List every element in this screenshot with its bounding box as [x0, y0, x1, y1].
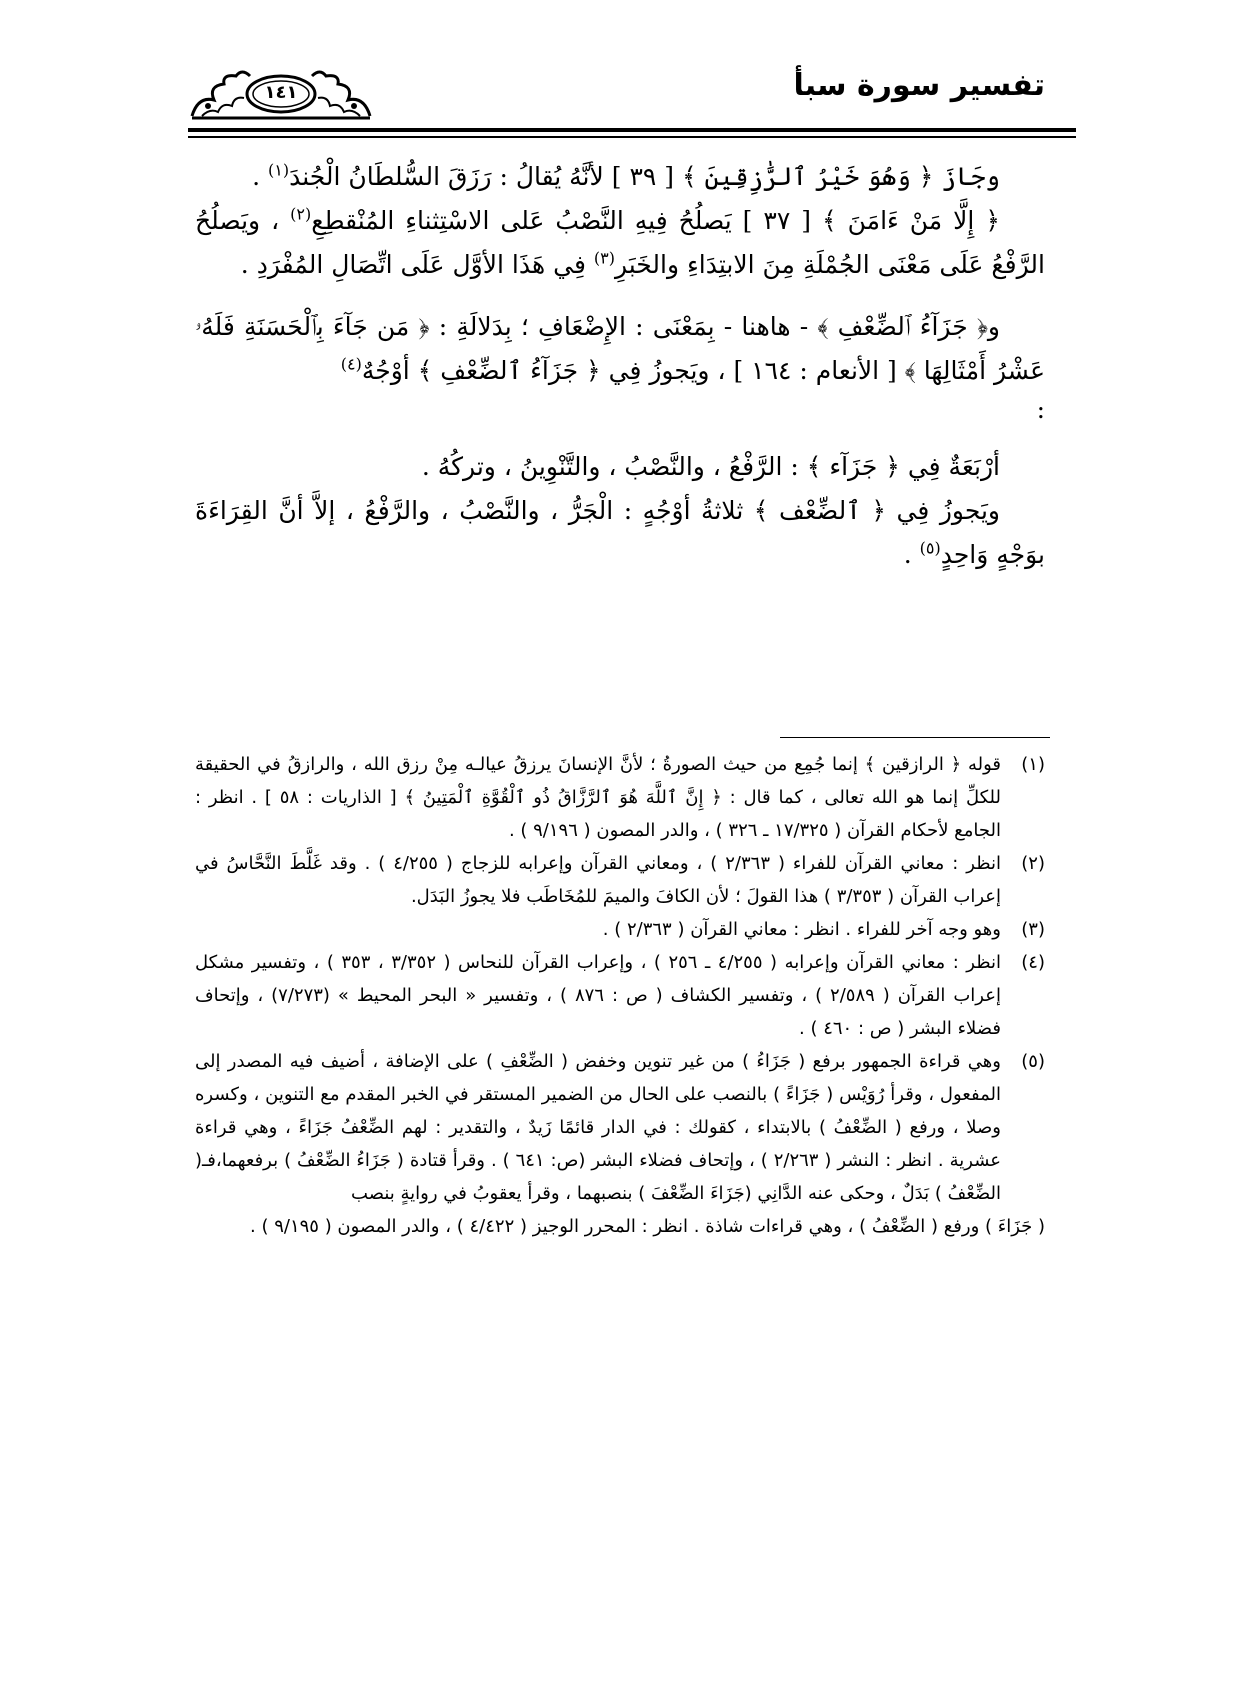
footnote-2 [195, 847, 1045, 913]
footnote-separator [780, 737, 1050, 738]
footnote-number: (٢) [1021, 853, 1045, 874]
header-divider-thin [188, 136, 1076, 138]
footnote-number: (٣) [1021, 919, 1045, 940]
paragraph-1-text: وجَازَ ﴿ وَهُوَ خَيْرُ ٱلرَّٰزِقِينَ ﴾ [ ٣٩ ] لأنَّهُ يُقالُ : رَزَقَ السُّلطَانُ الْجُندَ [289, 162, 1000, 191]
footnote-text: قوله ﴿ الرازقين ﴾ إنما جُمِع من حيث الصورةُ ؛ لأنَّ الإنسانَ يرزقُ عيالـه مِنْ رزق الله ، والرازقُ في الحقيقة للكلِّ إنما هو الله تعالى ، كما قال : ﴿ إِنَّ ٱللَّهَ هُوَ ٱلرَّزَّاقُ ذُو ٱلْقُوَّةِ ٱلْمَتِينُ ﴾ [ الذاريات : ٥٨ ] . انظر : الجامع لأحكام القرآن ( ١٧/٣٢٥ ـ ٣٢٦ ) ، والدر المصون ( ٩/١٩٦ ) . [195, 754, 1001, 841]
paragraph-2 [195, 199, 1045, 287]
paragraph-5-text: ويَجوزُ فِي ﴿ ٱلضِّعْف ﴾ ثلاثةُ أوْجُهٍ : الْجَرُّ ، والنَّصْبُ ، والرَّفْعُ ، إلاَّ أنَّ القِرَاءَةَ بوَجْهٍ وَاحِدٍ [195, 496, 1045, 569]
footnote-text: وهو وجه آخر للفراء . انظر : معاني القرآن ( ٢/٣٦٣ ) . [602, 919, 1001, 940]
footnote-text: وهي قراءة الجمهور برفع ( جَزَاءُ ) من غير تنوين وخفض ( الضِّعْفِ ) على الإضافة ، أضيف فيه المصدر إلى المفعول ، وقرأ رُوَيْس ( جَزَاءً ) بالنصب على الحال من الضمير المستقر في الخبر المقدم مع التنوين ، وكسره وصلا ، ورفع ( الضِّعْفُ ) بالابتداء ، كقولك : في الدار قائمًا زَيدٌ ، والتقدير : لهم الضِّعْفُ جَزَاءً ، وهي قراءة عشرية . انظر : النشر ( ٢/٢٦٣ ) ، وإتحاف فضلاء البشر (ص: ٦٤١ ) . وقرأ قتادة ( جَزَاءُ الضِّعْفُ ) برفعهما،فـ( الضِّعْفُ ) بَدَلٌ ، وحكى عنه الدَّانِي (جَزَاءَ الضِّعْفَ ) بنصبهما ، وقرأ يعقوبُ في روايةٍ بنصب [195, 1051, 1001, 1204]
footnote-4 [195, 946, 1045, 1045]
paragraph-3 [195, 305, 1045, 393]
footnote-5-continuation: ( جَزَاءَ ) ورفع ( الضِّعْفُ ) ، وهي قراءات شاذة . انظر : المحرر الوجيز ( ٤/٤٢٢ ) ، والدر المصون ( ٩/١٩٥ ) . [250, 1216, 1045, 1237]
footnote-ref-5: (٥) [919, 538, 941, 558]
paragraph-4: أرْبَعَةٌ فِي ﴿ جَزَآء ﴾ : الرَّفْعُ ، والنَّصْبُ ، والتَّنْوِينُ ، وتركُهُ . [421, 452, 1000, 481]
footnote-ref-3: (٣) [593, 248, 615, 268]
footnote-3 [195, 913, 1045, 946]
footnote-5 [195, 1045, 1045, 1210]
paragraph-5-end: . [903, 540, 920, 569]
paragraph-3-text: و﴿ جَزَآءُ ٱلضِّعْفِ ﴾ - هاهنا - بِمَعْنَى : الإِضْعَافِ ؛ بِدَلالَةِ : ﴿ مَن جَآءَ بِٱلْحَسَنَةِ فَلَهُۥ عَشْرُ أَمْثَالِهَا ﴾ [ الأنعام : ١٦٤ ] ، ويَجوزُ فِي ﴿ جَزَآءُ ٱلضِّعْفِ ﴾ أوْجُهٌ [195, 312, 1045, 385]
footnote-number: (٤) [1021, 952, 1045, 973]
main-text [195, 155, 1045, 577]
running-title: تفسير سورة سبأ [793, 68, 1045, 103]
paragraph-2-text-b: ، ويَصلُحُ الرَّفْعُ عَلَى مَعْنَى الجُمْلَةِ مِنَ الابتِدَاءِ والخَبَرِ [195, 206, 1045, 279]
footnote-number: (١) [1021, 754, 1045, 775]
paragraph-2-text-a: ﴿ إِلَّا مَنْ ءَامَنَ ﴾ [ ٣٧ ] يَصلُحُ فِيهِ النَّصْبُ عَلى الاسْتِثناءِ المُنْقطِعِ [311, 206, 1000, 235]
footnotes [195, 748, 1045, 1243]
footnote-number: (٥) [1021, 1051, 1045, 1072]
header-divider-thick [188, 128, 1076, 132]
footnote-text: انظر : معاني القرآن للفراء ( ٢/٣٦٣ ) ، ومعاني القرآن وإعرابه للزجاج ( ٤/٢٥٥ ) . وقد غَلَّطَ النَّحَّاسُ في إعراب القرآن ( ٣/٣٥٣ ) هذا القولَ ؛ لأن الكافَ والميمَ للمُخَاطَب فلا يجوزُ البَدَل. [195, 853, 1001, 907]
paragraph-1-end: . [252, 162, 268, 191]
page-number: ١٤١ [264, 82, 298, 103]
footnote-ref-1: (١) [267, 160, 290, 180]
paragraph-5 [195, 489, 1045, 577]
footnote-text: انظر : معاني القرآن وإعرابه ( ٤/٢٥٥ ـ ٢٥٦ ) ، وإعراب القرآن للنحاس ( ٣/٣٥٢ ، ٣٥٣ ) ، وتفسير مشكل إعراب القرآن ( ٢/٥٨٩ ) ، وتفسير الكشاف ( ص : ٨٧٦ ) ، وتفسير « البحر المحيط » (٧/٢٧٣) ، وإتحاف فضلاء البشر ( ص : ٤٦٠ ) . [195, 952, 1001, 1039]
footnote-ref-2: (٢) [290, 204, 312, 224]
footnote-1 [195, 748, 1045, 847]
paragraph-2-text-c: فِي هَذَا الأوَّل عَلَى اتِّصَالِ المُفْرَدِ . [240, 250, 594, 279]
paragraph-1 [195, 155, 1045, 199]
footnote-ref-4: (٤) [340, 354, 362, 374]
paragraph-3-colon: : [1036, 395, 1045, 424]
